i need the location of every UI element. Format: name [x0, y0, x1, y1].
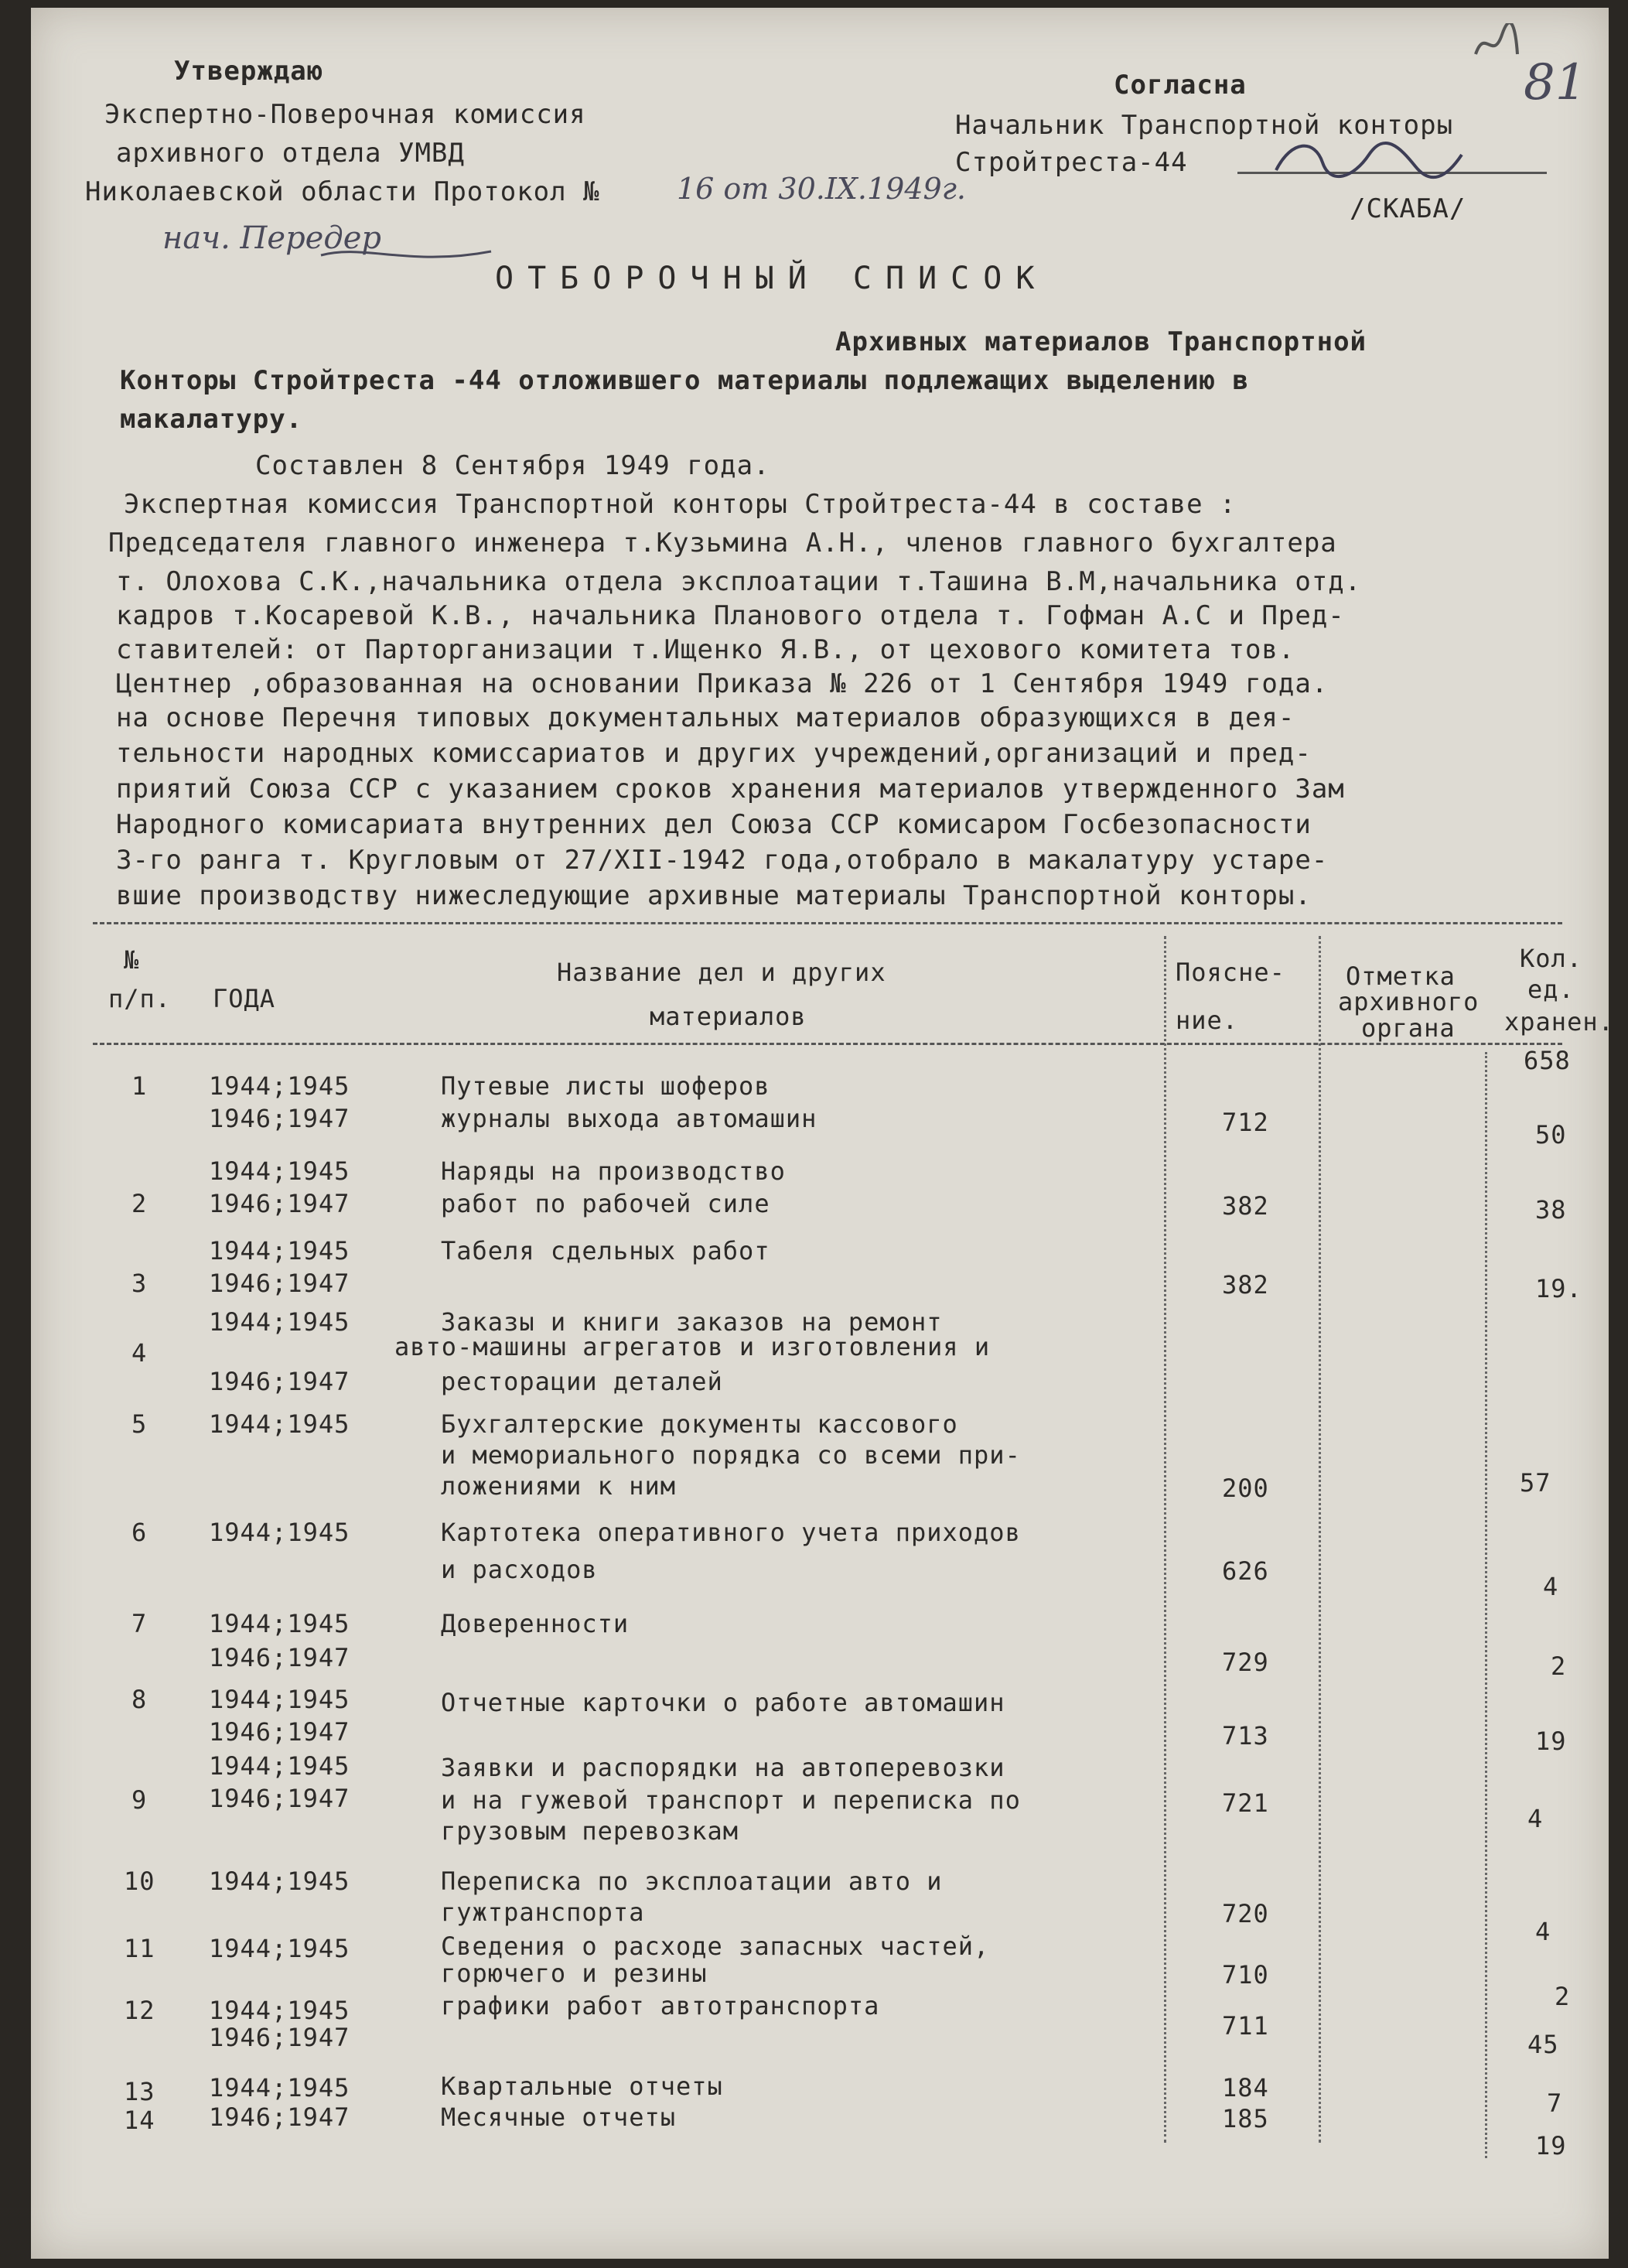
header-note-1: Поясне- — [1176, 958, 1285, 987]
row-year: 1944;1945 — [209, 1307, 350, 1337]
row-year: 1944;1945 — [209, 1867, 350, 1896]
body-line-12: вшие производству нижеследующие архивные материалы Транспортной конторы. — [116, 880, 1312, 911]
underline-stroke-icon — [317, 244, 495, 267]
body-line-2: Председателя главного инженера т.Кузьмина А.Н., членов главного бухгалтера — [108, 528, 1337, 558]
row-note: 184 — [1222, 2073, 1269, 2102]
row-qty: 19 — [1535, 2131, 1567, 2160]
row-num: 14 — [124, 2106, 155, 2135]
body-line-3: т. Олохова С.К.,начальника отдела эксплоатации т.Ташина В.М,начальника отд. — [116, 566, 1362, 597]
row-title: Квартальные отчеты — [441, 2072, 723, 2101]
row-num: 7 — [131, 1609, 148, 1638]
row-qty: 4 — [1527, 1804, 1544, 1833]
signer-name: /СКАБА/ — [1350, 193, 1466, 224]
row-year: 1944;1945 — [209, 1236, 350, 1266]
row-title: Табеля сдельных работ — [441, 1236, 770, 1266]
subtitle-line-3: макалатуру. — [120, 404, 303, 435]
row-num: 4 — [131, 1338, 148, 1368]
row-num: 3 — [131, 1269, 148, 1298]
approve-line-1: Экспертно-Поверочная комиссия — [104, 99, 586, 130]
row-title: гужтранспорта — [441, 1897, 645, 1927]
row-year: 1944;1945 — [209, 2073, 350, 2102]
row-note: 711 — [1222, 2011, 1269, 2041]
page-title: ОТБОРОЧНЫЙ СПИСОК — [495, 261, 1049, 296]
row-year: 1944;1945 — [209, 1934, 350, 1963]
row-title: и расходов — [441, 1555, 598, 1584]
row-qty: 57 — [1520, 1468, 1551, 1498]
agreed-line-2: Стройтреста-44 — [955, 147, 1188, 178]
handwritten-signature: нач. Передер — [162, 220, 381, 256]
row-year: 1944;1945 — [209, 1609, 350, 1638]
row-title: ресторации деталей — [441, 1367, 723, 1396]
row-title: и мемориального порядка со всеми при- — [441, 1440, 1021, 1470]
row-title: Заявки и распорядки на автоперевозки — [441, 1753, 1005, 1782]
table-top-rule — [93, 922, 1562, 924]
row-note: 720 — [1222, 1899, 1269, 1928]
row-title: Отчетные карточки о работе автомашин — [441, 1688, 1005, 1717]
row-title: Доверенности — [441, 1609, 630, 1638]
column-divider — [1319, 936, 1321, 2143]
body-line-9: приятий Союза ССР с указанием сроков хранения материалов утвержденного Зам — [116, 774, 1345, 804]
body-line-5: ставителей: от Парторганизации т.Ищенко Я.В., от цехового комитета тов. — [116, 634, 1295, 665]
table-header-rule — [93, 1043, 1562, 1045]
approve-label: Утверждаю — [174, 56, 324, 87]
header-note-2: ние. — [1176, 1006, 1239, 1035]
row-title: ложениями к ним — [441, 1471, 676, 1501]
row-year: 1946;1947 — [209, 1717, 350, 1747]
subtitle-line-1: Архивных материалов Транспортной — [835, 326, 1367, 357]
row-qty: 45 — [1527, 2030, 1559, 2059]
approve-line-2: архивного отдела УМВД — [116, 138, 465, 169]
row-title: и на гужевой транспорт и переписка по — [441, 1785, 1021, 1815]
row-note: 382 — [1222, 1270, 1269, 1300]
row-year: 1946;1947 — [209, 1269, 350, 1298]
row-year: 1946;1947 — [209, 1643, 350, 1672]
row-qty: 2 — [1551, 1651, 1567, 1681]
column-divider — [1164, 936, 1166, 2143]
body-line-7: на основе Перечня типовых документальных материалов образующихся в дея- — [116, 702, 1295, 733]
row-num: 11 — [124, 1934, 155, 1963]
body-line-1: Экспертная комиссия Транспортной конторы Стройтреста-44 в составе : — [124, 489, 1237, 520]
row-year: 1946;1947 — [209, 2023, 350, 2052]
row-qty: 19 — [1535, 1727, 1567, 1756]
agreed-line-1: Начальник Транспортной конторы — [955, 110, 1454, 141]
header-name-1: Название дел и других — [557, 958, 886, 987]
corner-scribble-icon — [1469, 23, 1524, 70]
row-num: 9 — [131, 1785, 148, 1815]
row-year: 1946;1947 — [209, 1104, 350, 1133]
row-num: 8 — [131, 1685, 148, 1714]
row-title: Месячные отчеты — [441, 2102, 676, 2132]
row-title: журналы выхода автомашин — [441, 1104, 817, 1133]
row-title: Бухгалтерские документы кассового — [441, 1409, 958, 1439]
row-num: 12 — [124, 1996, 155, 2025]
row-note: 721 — [1222, 1788, 1269, 1818]
row-title: работ по рабочей силе — [441, 1189, 770, 1218]
body-line-8: тельности народных комиссариатов и других учреждений,организаций и пред- — [116, 738, 1312, 769]
header-num-2: п/п. — [108, 984, 172, 1013]
row-num: 5 — [131, 1409, 148, 1439]
row-qty: 38 — [1535, 1195, 1567, 1225]
header-qty-3: хранен. — [1504, 1007, 1614, 1037]
row-qty: 19. — [1535, 1274, 1582, 1303]
row-title: Путевые листы шоферов — [441, 1071, 770, 1101]
row-note: 729 — [1222, 1648, 1269, 1677]
body-line-11: 3-го ранга т. Кругловым от 27/XII-1942 года,отобрало в макалатуру устаре- — [116, 845, 1329, 876]
row-year: 1946;1947 — [209, 1367, 350, 1396]
header-num-1: № — [124, 945, 140, 975]
header-mark-1: Отметка — [1346, 962, 1456, 991]
corner-page-number: 81 — [1524, 54, 1587, 111]
row-year: 1944;1945 — [209, 1996, 350, 2025]
row-qty: 4 — [1535, 1917, 1551, 1946]
row-title: Наряды на производство — [441, 1156, 786, 1186]
row-num: 13 — [124, 2077, 155, 2106]
body-line-4: кадров т.Косаревой К.В., начальника Планового отдела т. Гофман А.С и Пред- — [116, 600, 1345, 631]
header-mark-3: органа — [1361, 1013, 1456, 1043]
row-qty: 7 — [1547, 2089, 1563, 2118]
row-title: грузовым перевозкам — [441, 1816, 739, 1846]
row-note: 382 — [1222, 1191, 1269, 1221]
row-year: 1944;1945 — [209, 1156, 350, 1186]
body-line-10: Народного комисариата внутренних дел Союза ССР комисаром Госбезопасности — [116, 809, 1312, 840]
row-year: 1946;1947 — [209, 1189, 350, 1218]
protocol-handwritten: 16 от 30.IX.1949г. — [677, 172, 966, 206]
row-title: Картотека оперативного учета приходов — [441, 1518, 1021, 1547]
row-year: 1944;1945 — [209, 1685, 350, 1714]
agreed-label: Согласна — [1114, 70, 1247, 101]
header-mark-2: архивного — [1338, 987, 1480, 1016]
row-num: 10 — [124, 1867, 155, 1896]
approve-line-3: Николаевской области Протокол № — [85, 176, 600, 207]
header-qty-1: Кол. — [1520, 944, 1583, 973]
row-title: Сведения о расходе запасных частей, — [441, 1932, 990, 1961]
row-qty: 2 — [1555, 1982, 1571, 2011]
row-num: 2 — [131, 1189, 148, 1218]
row-title: авто-машины агрегатов и изготовления и — [394, 1332, 991, 1361]
row-qty: 658 — [1524, 1046, 1571, 1075]
row-year: 1944;1945 — [209, 1071, 350, 1101]
subtitle-line-2: Конторы Стройтреста -44 отложившего материалы подлежащих выделению в — [120, 365, 1249, 396]
header-name-2: материалов — [650, 1002, 807, 1031]
row-year: 1944;1945 — [209, 1518, 350, 1547]
row-title: горючего и резины — [441, 1959, 708, 1988]
row-note: 626 — [1222, 1556, 1269, 1586]
row-year: 1944;1945 — [209, 1409, 350, 1439]
header-year: ГОДА — [213, 984, 276, 1013]
row-num: 6 — [131, 1518, 148, 1547]
row-note: 185 — [1222, 2104, 1269, 2133]
body-line-6: Центнер ,образованная на основании Приказа № 226 от 1 Сентября 1949 года. — [116, 668, 1329, 699]
document-page — [31, 8, 1614, 2259]
column-divider — [1485, 1052, 1487, 2158]
row-note: 713 — [1222, 1721, 1269, 1751]
row-year: 1946;1947 — [209, 1784, 350, 1813]
composed-date: Составлен 8 Сентября 1949 года. — [255, 450, 770, 481]
row-note: 712 — [1222, 1108, 1269, 1137]
row-note: 710 — [1222, 1960, 1269, 1990]
row-qty: 4 — [1543, 1572, 1559, 1601]
row-title: Заказы и книги заказов на ремонт — [441, 1307, 943, 1337]
row-qty: 50 — [1535, 1120, 1567, 1149]
signature-icon — [1268, 132, 1469, 193]
row-year: 1946;1947 — [209, 2102, 350, 2132]
row-title: Переписка по эксплоатации авто и — [441, 1867, 943, 1896]
row-title: графики работ автотранспорта — [441, 1991, 880, 2020]
row-year: 1944;1945 — [209, 1751, 350, 1781]
row-num: 1 — [131, 1071, 148, 1101]
header-qty-2: ед. — [1527, 975, 1575, 1004]
row-note: 200 — [1222, 1474, 1269, 1503]
